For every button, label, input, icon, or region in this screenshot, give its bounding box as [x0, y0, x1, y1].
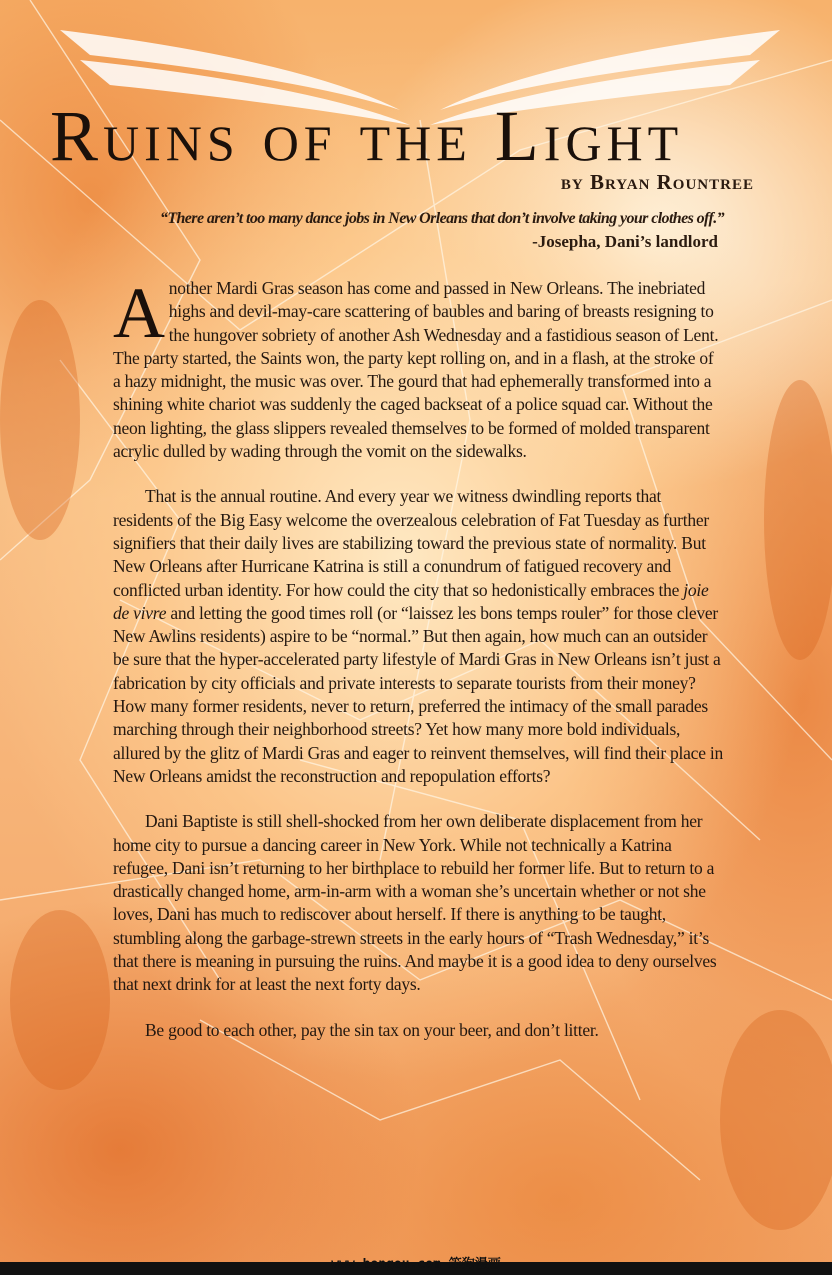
paragraph	[113, 273, 725, 463]
drop-cap: A	[113, 273, 165, 353]
paragraph: Be good to each other, pay the sin tax on your beer, and don’t litter.	[145, 1019, 599, 1040]
italic-phrase: joie de vivre	[113, 579, 709, 623]
author-byline: by Bryan Rountree	[560, 170, 754, 194]
paragraph: Dani Baptiste is still shell-shocked from her own deliberate displacement from her home city to pursue a dancing career in New York. While not technically a Katrina refugee, Dani isn’t returning to her birthplace to rebuild her former life. But to return to a drastically changed home, arm-in-arm with a woman she’s uncertain whether or not she loves, Dani has much to rediscover about herself. If there is anything to be taught, stumbling along the garbage-strewn streets in the early hours of “Trash Wednesday,” it’s that there is meaning in pursuing the ruins. And maybe it is a good idea to deny ourselves that next drink for at least the next forty days.	[113, 811, 717, 995]
quote-attribution: -Josepha, Dani’s landlord	[532, 232, 718, 251]
paragraph-text: nother Mardi Gras season has come and passed in New Orleans. The inebriated highs and devil-may-care scattering of baubles and baring of breasts resigning to the hungover sobriety of another Ash Wednesday and a fastidious season of Lent. The party started, the Saints won, the party kept rolling on, and in a flash, at the stroke of a hazy midnight, the music was over. The gourd that had ephemerally transformed into a shining white chariot was suddenly the caged backseat of a police squad car. Without the neon lighting, the glass slippers revealed themselves to be formed of molded transparent acrylic dulled by wading through the vomit on the sidewalks.	[113, 278, 719, 462]
paragraph: That is the annual routine. And every year we witness dwindling reports that residents of the Big Easy welcome the overzealous celebration of Fat Tuesday as further signifiers that their daily lives are stabilizing toward the previous state of normality. But New Orleans after Hurricane Katrina is still a conundrum of fatigued recovery and conflicted urban identity. For how could the city that so hedonistically embraces the joie de vivre and letting the good times roll (or “laissez les bons temps rouler” for those clever New Awlins residents) aspire to be “normal.” But then again, how much can an outsider be sure that the hyper-accelerated party lifestyle of Mardi Gras in New Orleans isn’t just a fabrication by city officials and private interests to separate tourists from their money? How many former residents, never to return, preferred the intimacy of the small parades marching through their neighborhood streets? Yet how many more bold individuals, allured by the glitz of Mardi Gras and eager to reinvent themselves, will find their place in New Orleans amidst the reconstruction and repopulation efforts?	[113, 486, 723, 786]
article-body	[113, 273, 725, 1064]
article-title: Ruins of the Light	[50, 96, 684, 176]
site-watermark: www.bengou.com 笨狗漫画	[331, 1257, 501, 1272]
epigraph-quote: “There aren’t too many dance jobs in New Orleans that don’t involve taking your clothes off.”	[159, 210, 724, 227]
